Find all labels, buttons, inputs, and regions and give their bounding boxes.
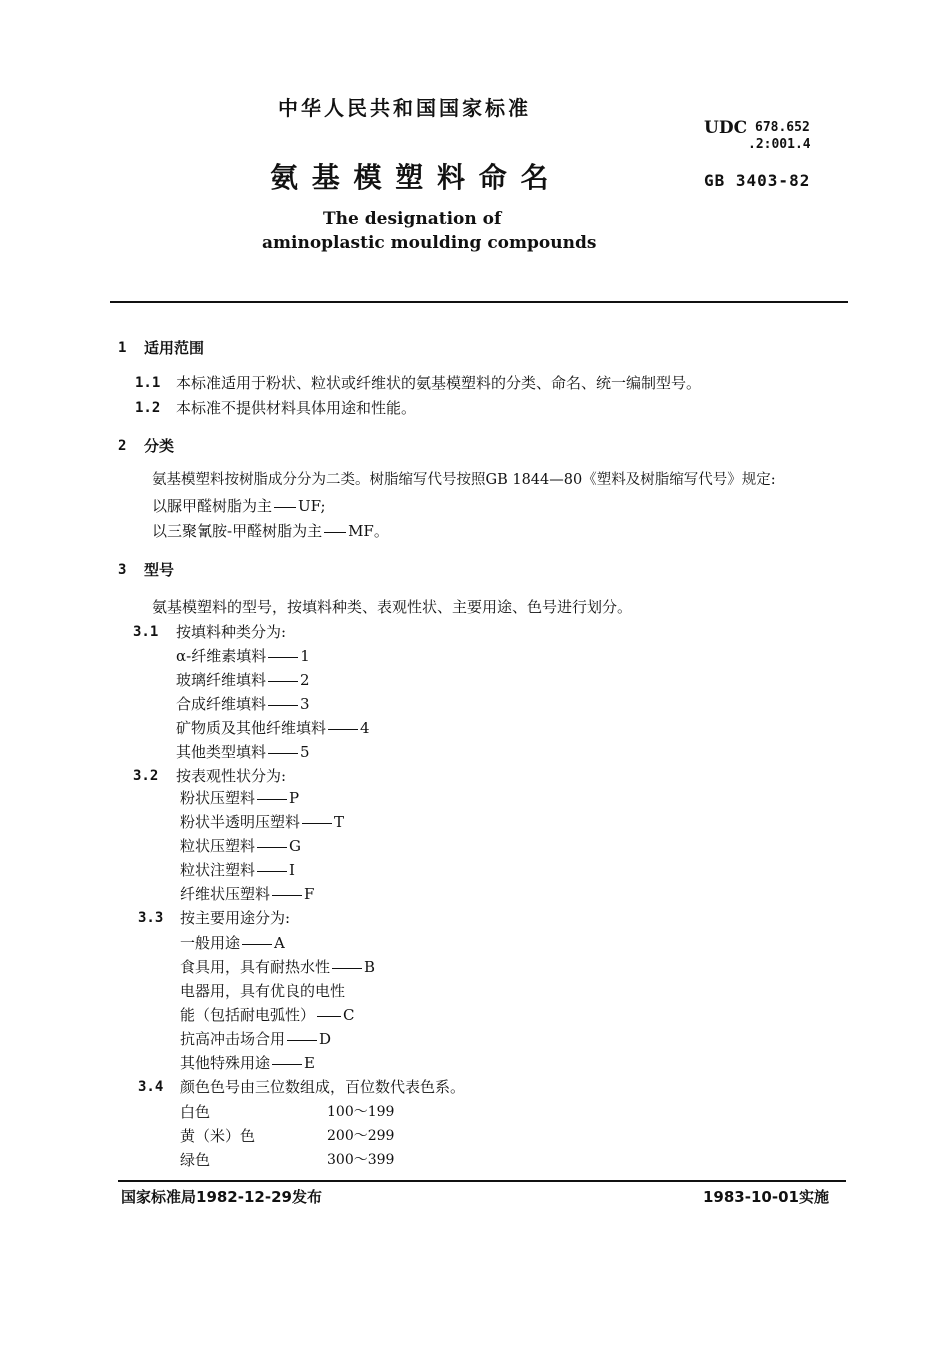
udc-label: UDC <box>704 118 748 138</box>
item-label: 能（包括耐电弧性） <box>180 1006 316 1024</box>
use-item <box>180 1004 355 1025</box>
section-2-paragraph: 氨基模塑料按树脂成分分为二类。树脂缩写代号按照GB 1844—80《塑料及树脂缩写代号》规定: <box>152 472 776 488</box>
dash <box>272 1064 302 1065</box>
section-3-title: 型号 <box>144 561 175 579</box>
uf-label: 以脲甲醛树脂为主 <box>152 497 273 515</box>
dash <box>332 968 362 969</box>
item-label: 合成纤维填料 <box>176 695 267 713</box>
udc-code-line2: .2:001.4 <box>748 137 811 152</box>
dash <box>272 895 302 896</box>
gb-code: GB 3403-82 <box>704 171 811 190</box>
item-1-1-number: 1.1 <box>135 375 161 391</box>
effective-date: 1983-10-01实施 <box>703 1188 829 1206</box>
use-item <box>180 1028 331 1049</box>
sub-3-1-number: 3.1 <box>133 624 159 640</box>
form-item <box>180 835 301 856</box>
dash <box>257 871 287 872</box>
section-3-intro: 氨基模塑料的型号，按填料种类、表观性状、主要用途、色号进行划分。 <box>152 598 633 616</box>
dash <box>257 847 287 848</box>
item-label: 其他特殊用途 <box>180 1054 271 1072</box>
item-code: 3 <box>300 695 310 713</box>
uf-code: UF; <box>298 497 326 515</box>
use-item <box>180 980 345 1001</box>
item-code: I <box>289 861 295 879</box>
sub-3-3-title: 按主要用途分为: <box>180 909 291 927</box>
item-label: 粒状压塑料 <box>180 837 256 855</box>
item-label: 其他类型填料 <box>176 743 267 761</box>
dash <box>268 681 298 682</box>
dash <box>268 657 298 658</box>
use-item <box>180 956 375 977</box>
item-label: 粉状压塑料 <box>180 789 256 807</box>
item-code: C <box>343 1006 355 1024</box>
dash <box>324 532 346 533</box>
header-divider <box>110 301 848 303</box>
item-label: 粒状注塑料 <box>180 861 256 879</box>
item-1-2-text: 本标准不提供材料具体用途和性能。 <box>176 399 417 417</box>
standard-type: 中华人民共和国国家标准 <box>278 96 531 120</box>
mf-code: MF。 <box>348 522 389 540</box>
item-code: E <box>304 1054 315 1072</box>
filler-item <box>176 669 310 690</box>
title-english-line2: aminoplastic moulding compounds <box>262 233 597 253</box>
item-label: 玻璃纤维填料 <box>176 671 267 689</box>
dash <box>257 799 287 800</box>
item-code: D <box>319 1030 332 1048</box>
color-label: 绿色 <box>180 1151 211 1169</box>
item-code: 2 <box>300 671 310 689</box>
dash <box>328 729 358 730</box>
filler-item <box>176 741 310 762</box>
filler-item <box>176 645 310 666</box>
document-title: 氨 基 模 塑 料 命 名 <box>270 161 551 194</box>
form-item <box>180 787 299 808</box>
item-code: 4 <box>360 719 370 737</box>
item-label: 粉状半透明压塑料 <box>180 813 301 831</box>
section-2-uf-line <box>152 495 326 516</box>
section-1-title: 适用范围 <box>144 339 205 357</box>
sub-3-2-title: 按表观性状分为: <box>176 767 287 785</box>
section-3-number: 3 <box>118 562 127 578</box>
color-label: 黄（米）色 <box>180 1127 256 1145</box>
dash <box>317 1016 341 1017</box>
use-item <box>180 932 285 953</box>
item-code: B <box>364 958 376 976</box>
section-2-mf-line <box>152 520 389 541</box>
dash <box>287 1040 317 1041</box>
dash <box>268 753 298 754</box>
form-item <box>180 883 314 904</box>
filler-item <box>176 717 370 738</box>
item-code: 1 <box>300 647 310 665</box>
item-code: A <box>274 934 285 952</box>
item-label: 食具用，具有耐热水性 <box>180 958 331 976</box>
item-code: F <box>304 885 315 903</box>
section-2-number: 2 <box>118 438 127 454</box>
dash <box>242 944 272 945</box>
dash <box>302 823 332 824</box>
item-label: 电器用，具有优良的电性 <box>180 982 346 1000</box>
sub-3-4-title: 颜色色号由三位数组成，百位数代表色系。 <box>180 1078 466 1096</box>
color-range: 200～299 <box>327 1128 395 1144</box>
item-1-1-text: 本标准适用于粉状、粒状或纤维状的氨基模塑料的分类、命名、统一编制型号。 <box>176 374 702 392</box>
filler-item <box>176 693 310 714</box>
issue-date: 国家标准局1982-12-29发布 <box>121 1188 322 1206</box>
form-item <box>180 859 295 880</box>
dash <box>274 507 296 508</box>
item-label: α-纤维素填料 <box>176 647 267 665</box>
mf-label: 以三聚氰胺-甲醛树脂为主 <box>152 522 323 540</box>
title-english-line1: The designation of <box>323 209 502 229</box>
sub-3-4-number: 3.4 <box>138 1079 164 1095</box>
sub-3-1-title: 按填料种类分为: <box>176 623 287 641</box>
color-range: 100～199 <box>327 1104 395 1120</box>
use-item <box>180 1052 315 1073</box>
item-label: 纤维状压塑料 <box>180 885 271 903</box>
item-code: T <box>334 813 345 831</box>
item-label: 抗高冲击场合用 <box>180 1030 286 1048</box>
section-2-title: 分类 <box>144 437 175 455</box>
item-1-2-number: 1.2 <box>135 400 161 416</box>
sub-3-3-number: 3.3 <box>138 910 164 926</box>
section-1-number: 1 <box>118 340 127 356</box>
color-label: 白色 <box>180 1103 211 1121</box>
sub-3-2-number: 3.2 <box>133 768 159 784</box>
item-label: 一般用途 <box>180 934 241 952</box>
color-range: 300～399 <box>327 1152 395 1168</box>
dash <box>268 705 298 706</box>
footer-divider <box>118 1180 846 1182</box>
item-code: P <box>289 789 300 807</box>
item-code: 5 <box>300 743 310 761</box>
item-code: G <box>289 837 301 855</box>
udc-code-line1: 678.652 <box>755 120 810 135</box>
form-item <box>180 811 344 832</box>
item-label: 矿物质及其他纤维填料 <box>176 719 327 737</box>
